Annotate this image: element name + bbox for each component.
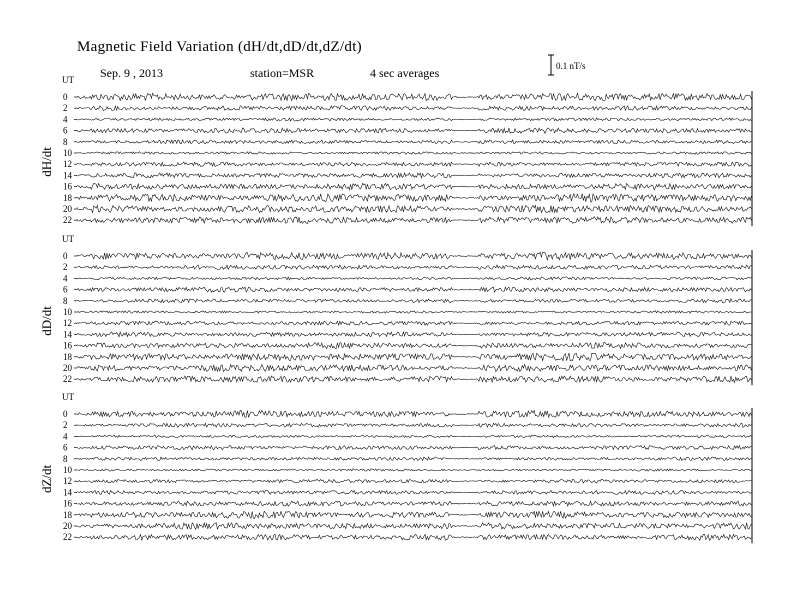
component-label: dH/dt [39, 147, 54, 177]
row-label: 8 [63, 453, 68, 464]
row-label: 16 [63, 498, 72, 509]
trace-row [77, 265, 751, 269]
trace-row [77, 287, 751, 292]
row-label: 20 [63, 204, 72, 214]
trace-row [77, 183, 751, 190]
trace-row [77, 217, 751, 224]
row-label: 2 [63, 262, 68, 273]
row-label: 14 [63, 329, 72, 340]
trace-row [77, 501, 751, 506]
row-label: 12 [63, 159, 72, 170]
trace-row [77, 252, 751, 260]
row-label: 6 [63, 284, 68, 295]
trace-row [77, 140, 751, 144]
row-label: 22 [63, 215, 72, 226]
trace-row [77, 364, 751, 371]
trace-row [77, 299, 751, 303]
row-label: 8 [63, 136, 68, 147]
row-label: 10 [63, 307, 72, 317]
ut-label: UT [62, 234, 74, 244]
date-label: Sep. 9 , 2013 [100, 66, 163, 80]
trace-row [77, 469, 751, 471]
trace-row [77, 106, 751, 111]
trace-row [77, 173, 751, 178]
row-label: 18 [63, 351, 72, 362]
trace-row [77, 162, 751, 167]
row-label: 8 [63, 295, 68, 306]
row-label: 4 [63, 273, 68, 284]
row-label: 2 [63, 420, 68, 431]
row-label: 22 [63, 532, 72, 543]
row-label: 14 [63, 487, 72, 498]
row-label: 10 [63, 465, 72, 475]
row-label: 18 [63, 192, 72, 203]
trace-row [77, 446, 751, 450]
trace-row [77, 152, 751, 155]
scale-bar-label: 0.1 nT/s [556, 61, 586, 71]
trace-row [77, 511, 751, 518]
trace-row [77, 376, 751, 383]
row-label: 2 [63, 103, 68, 114]
trace-row [77, 435, 751, 438]
row-label: 16 [63, 340, 72, 351]
row-label: 0 [63, 92, 68, 102]
component-label: dD/dt [39, 306, 54, 336]
trace-row [77, 479, 751, 483]
averaging-label: 4 sec averages [370, 66, 440, 80]
panel-0 [39, 75, 752, 226]
row-label: 6 [63, 442, 68, 453]
trace-row [77, 321, 751, 325]
trace-row [77, 311, 751, 314]
trace-row [77, 523, 751, 530]
station-label: station=MSR [250, 66, 315, 80]
row-label: 20 [63, 521, 72, 531]
trace-row [77, 410, 751, 417]
trace-row [77, 353, 751, 361]
row-label: 12 [63, 318, 72, 329]
row-label: 4 [63, 431, 68, 442]
trace-row [77, 423, 751, 427]
scale-bar [548, 55, 554, 75]
component-label: dZ/dt [39, 464, 54, 494]
panel-1 [39, 234, 752, 385]
trace-row [77, 128, 751, 133]
chart-title: Magnetic Field Variation (dH/dt,dD/dt,dZ/dt) [77, 39, 362, 55]
row-label: 6 [63, 125, 68, 136]
row-label: 22 [63, 374, 72, 385]
trace-row [77, 457, 751, 461]
row-label: 0 [63, 409, 68, 419]
row-label: 18 [63, 509, 72, 520]
row-label: 16 [63, 181, 72, 192]
trace-row [77, 118, 751, 121]
trace-row [77, 205, 751, 212]
ut-label: UT [62, 75, 74, 85]
row-label: 4 [63, 114, 68, 125]
trace-row [77, 93, 751, 101]
row-label: 14 [63, 170, 72, 181]
trace-row [77, 534, 751, 540]
trace-row [77, 490, 751, 494]
trace-row [77, 277, 751, 280]
row-label: 0 [63, 251, 68, 261]
row-label: 20 [63, 363, 72, 373]
trace-row [77, 194, 751, 202]
ut-label: UT [62, 392, 74, 402]
trace-row [77, 332, 751, 337]
row-label: 12 [63, 476, 72, 487]
row-label: 10 [63, 148, 72, 158]
panel-2 [39, 392, 752, 543]
trace-row [77, 343, 751, 349]
